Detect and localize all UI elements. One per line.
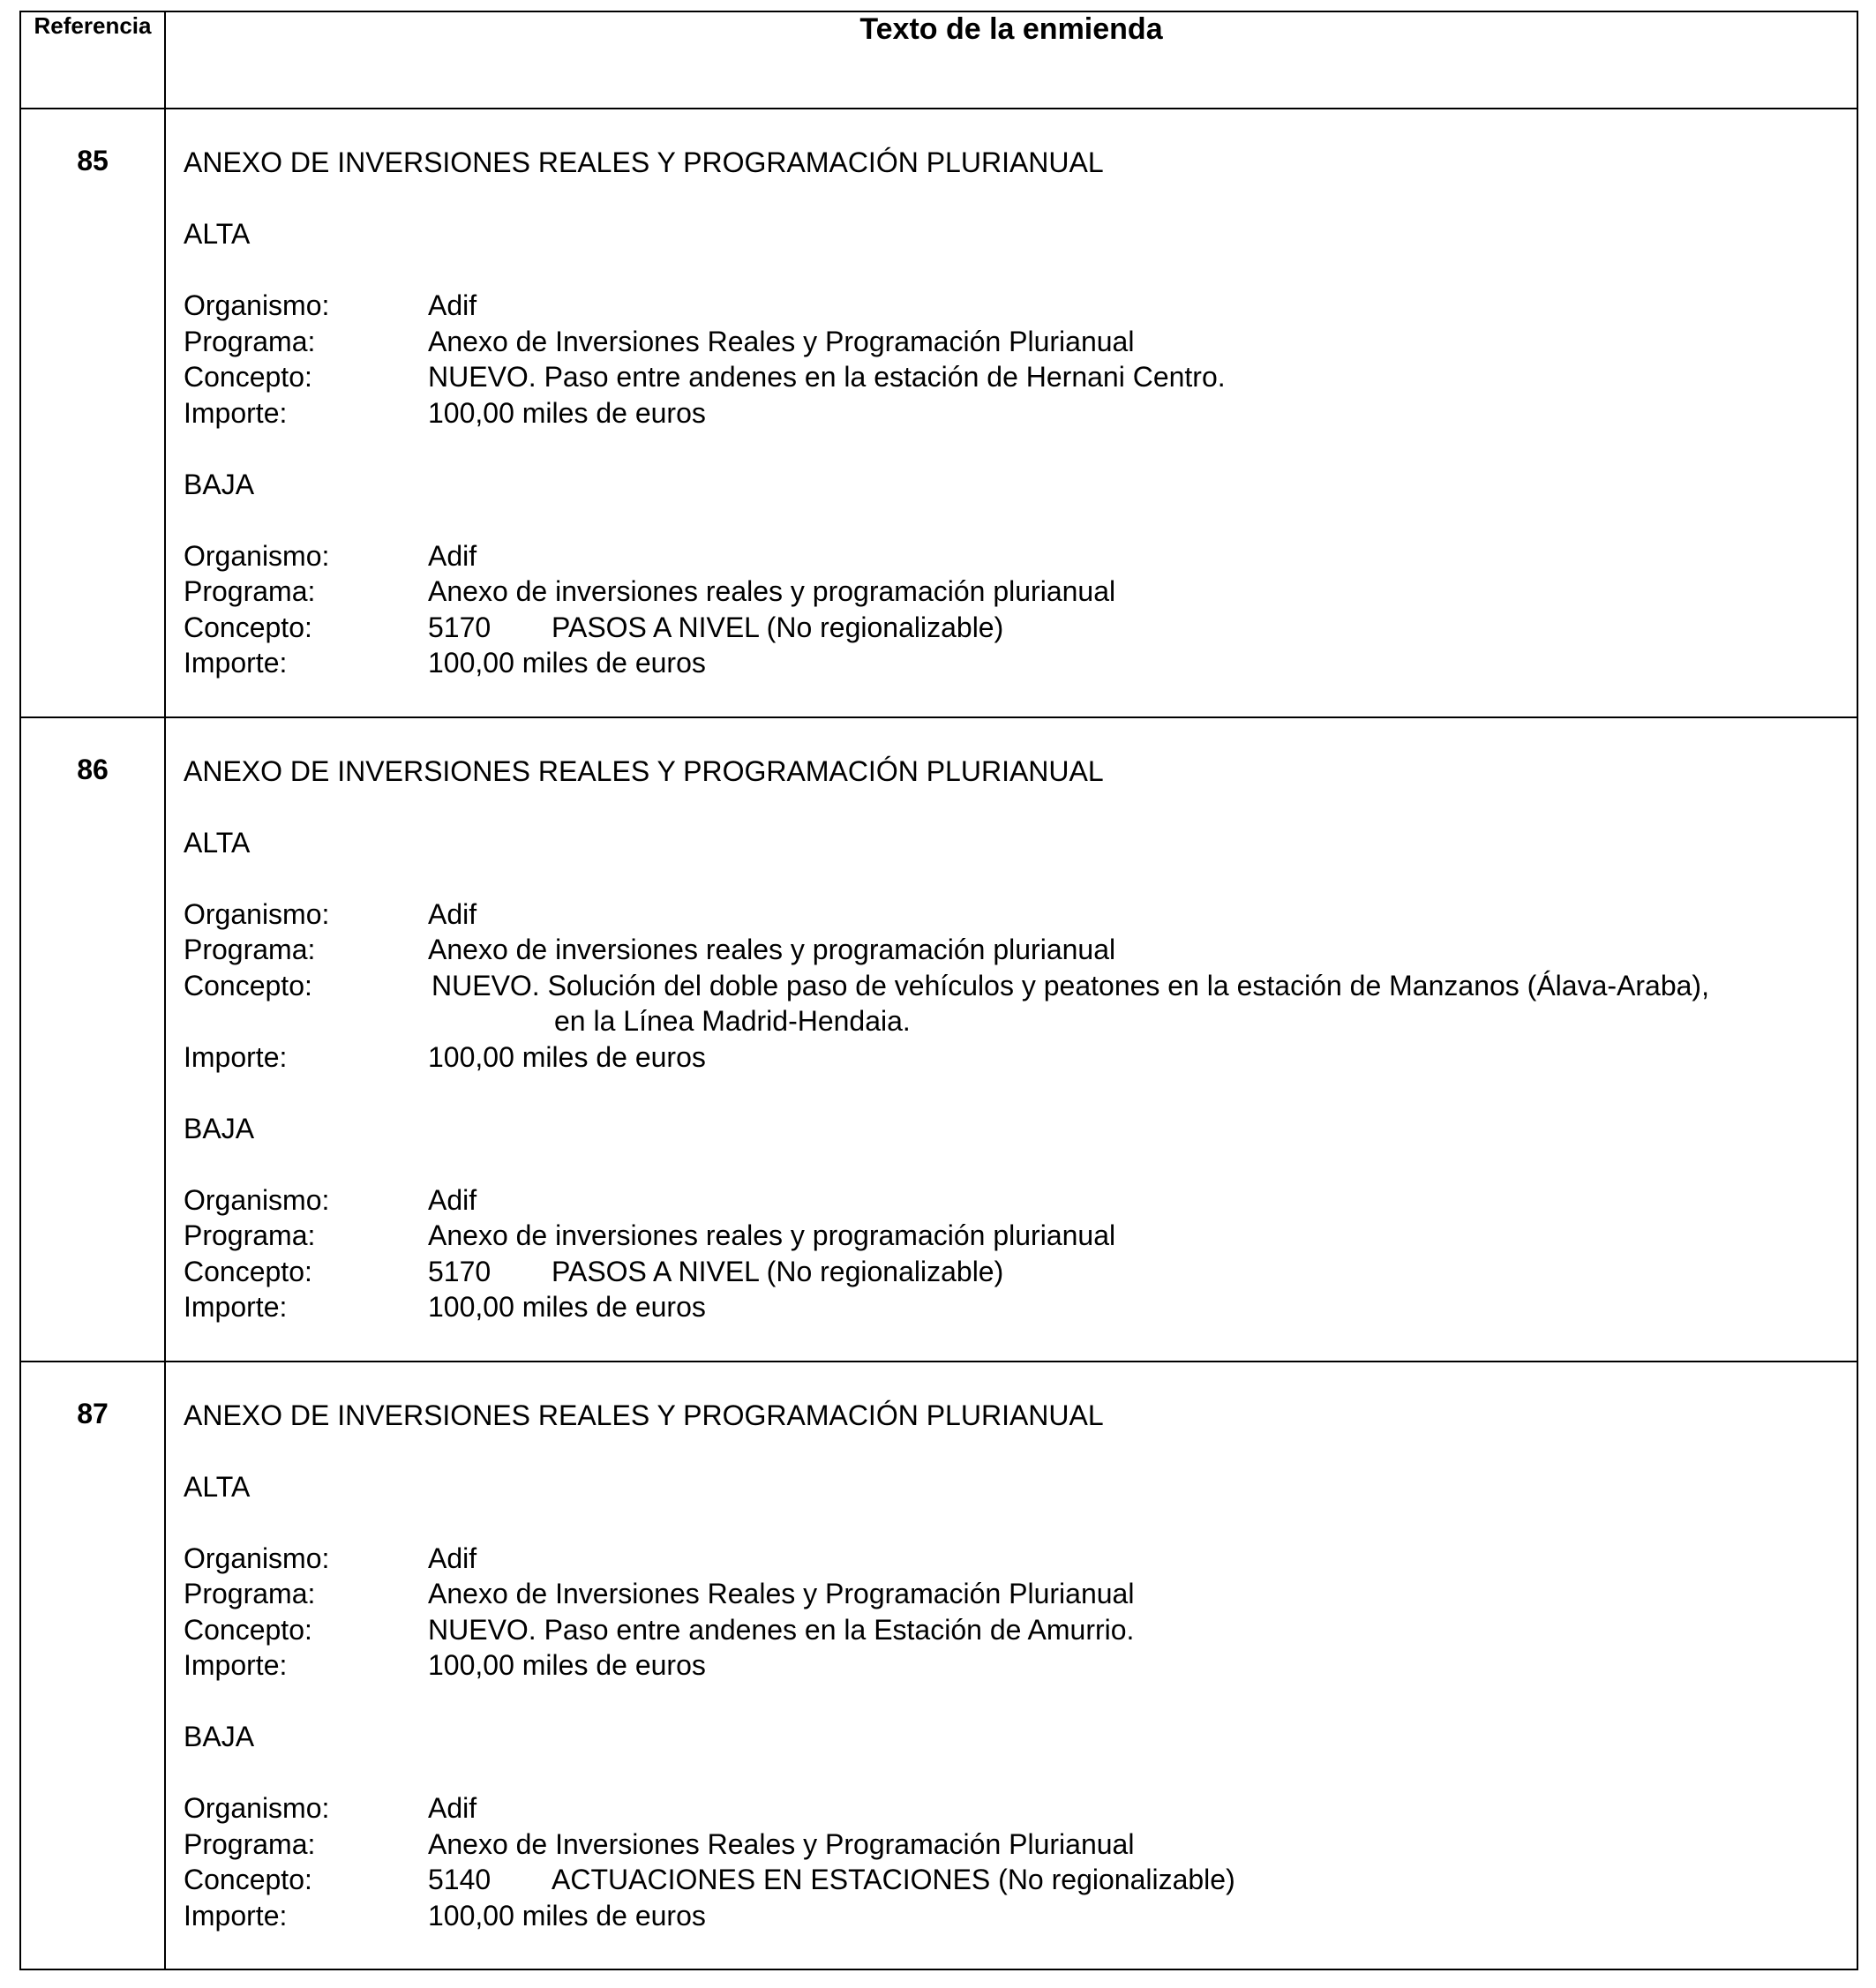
baja-organismo [184,538,1848,574]
amendment-text [165,1362,1857,1970]
alta-heading: ALTA [184,218,251,250]
amendments-table [19,11,1858,1970]
alta-concepto [184,968,1848,1004]
baja-programa [184,574,1848,610]
alta-organismo [184,896,1848,933]
concepto-label: Concepto: [184,1613,312,1646]
baja-concepto [184,610,1848,646]
table-row [20,1362,1857,1970]
baja-concepto [184,1862,1848,1898]
amendment-title: ANEXO DE INVERSIONES REALES Y PROGRAMACIÓN PLURIANUAL [184,754,1104,787]
importe-label: Importe: [184,1649,288,1681]
importe-label: Importe: [184,1040,288,1073]
baja-programa [184,1218,1848,1254]
alta-importe [184,395,1848,431]
programa-label: Programa: [184,325,316,357]
alta-heading: ALTA [184,826,251,859]
alta-concepto [184,1612,1848,1648]
amendment-text [165,717,1857,1362]
alta-programa [184,1576,1848,1612]
concepto-code: 5140 [428,1864,492,1895]
table-row [20,109,1857,717]
reference-number: 86 [20,717,165,1362]
importe-value: 100,00 miles de euros [428,1040,706,1073]
alta-importe [184,1647,1848,1684]
alta-organismo [184,288,1848,324]
importe-value: 100,00 miles de euros [428,396,706,429]
concepto-value: PASOS A NIVEL (No regionalizable) [552,611,1004,643]
organismo-label: Organismo: [184,1183,330,1216]
programa-value: Anexo de inversiones reales y programación plurianual [428,575,1116,607]
concepto-value: NUEVO. Solución del doble paso de vehículos y peatones en la estación de Manzanos (Álava-Araba), [431,969,1709,1002]
programa-label: Programa: [184,575,316,607]
alta-concepto [184,359,1848,395]
concepto-value: NUEVO. Paso entre andenes en la estación de Hernani Centro. [428,361,1226,393]
importe-value: 100,00 miles de euros [428,1899,706,1932]
baja-heading: BAJA [184,468,255,500]
concepto-label: Concepto: [184,1864,312,1895]
importe-label: Importe: [184,1291,288,1323]
baja-organismo [184,1790,1848,1827]
concepto-value: NUEVO. Paso entre andenes en la Estación de Amurrio. [428,1613,1135,1646]
programa-value: Anexo de Inversiones Reales y Programación Plurianual [428,1578,1135,1609]
importe-value: 100,00 miles de euros [428,1649,706,1681]
organismo-label: Organismo: [184,539,330,572]
concepto-code: 5170 [428,1255,492,1287]
amendment-title: ANEXO DE INVERSIONES REALES Y PROGRAMACIÓN PLURIANUAL [184,1399,1104,1431]
concepto-value: PASOS A NIVEL (No regionalizable) [552,1255,1004,1287]
alta-programa [184,324,1848,360]
alta-heading: ALTA [184,1470,251,1503]
baja-organismo [184,1182,1848,1219]
programa-label: Programa: [184,934,316,965]
concepto-label: Concepto: [184,361,312,393]
baja-importe [184,1289,1848,1325]
baja-importe [184,645,1848,681]
alta-organismo [184,1541,1848,1577]
organismo-label: Organismo: [184,1792,330,1824]
importe-label: Importe: [184,647,288,679]
organismo-value: Adif [428,897,477,930]
programa-label: Programa: [184,1219,316,1251]
organismo-value: Adif [428,289,477,321]
concepto-label: Concepto: [184,1255,312,1287]
baja-heading: BAJA [184,1112,255,1144]
programa-value: Anexo de Inversiones Reales y Programación Plurianual [428,325,1135,357]
importe-label: Importe: [184,396,288,429]
table-row [20,717,1857,1362]
organismo-value: Adif [428,1183,477,1216]
importe-label: Importe: [184,1899,288,1932]
header-referencia: Referencia [20,11,165,109]
programa-value: Anexo de Inversiones Reales y Programación Plurianual [428,1827,1135,1860]
alta-concepto-continuation: en la Línea Madrid-Hendaia. [554,1005,911,1037]
baja-concepto [184,1254,1848,1290]
organismo-value: Adif [428,1792,477,1824]
programa-value: Anexo de inversiones reales y programación plurianual [428,1219,1116,1251]
programa-value: Anexo de inversiones reales y programación plurianual [428,934,1116,965]
baja-programa [184,1827,1848,1863]
organismo-label: Organismo: [184,289,330,321]
alta-importe [184,1039,1848,1076]
organismo-value: Adif [428,539,477,572]
organismo-label: Organismo: [184,1542,330,1574]
amendment-title: ANEXO DE INVERSIONES REALES Y PROGRAMACIÓN PLURIANUAL [184,146,1104,178]
concepto-value: ACTUACIONES EN ESTACIONES (No regionalizable) [552,1864,1235,1895]
organismo-label: Organismo: [184,897,330,930]
organismo-value: Adif [428,1542,477,1574]
concepto-label: Concepto: [184,969,312,1002]
concepto-label: Concepto: [184,611,312,643]
header-texto-enmienda: Texto de la enmienda [165,11,1857,109]
importe-value: 100,00 miles de euros [428,1291,706,1323]
programa-label: Programa: [184,1578,316,1609]
importe-value: 100,00 miles de euros [428,647,706,679]
amendment-text [165,109,1857,717]
alta-programa [184,932,1848,968]
concepto-code: 5170 [428,611,492,643]
reference-number: 85 [20,109,165,717]
programa-label: Programa: [184,1827,316,1860]
table-header-row [20,11,1857,109]
baja-heading: BAJA [184,1721,255,1752]
baja-importe [184,1898,1848,1934]
reference-number: 87 [20,1362,165,1970]
